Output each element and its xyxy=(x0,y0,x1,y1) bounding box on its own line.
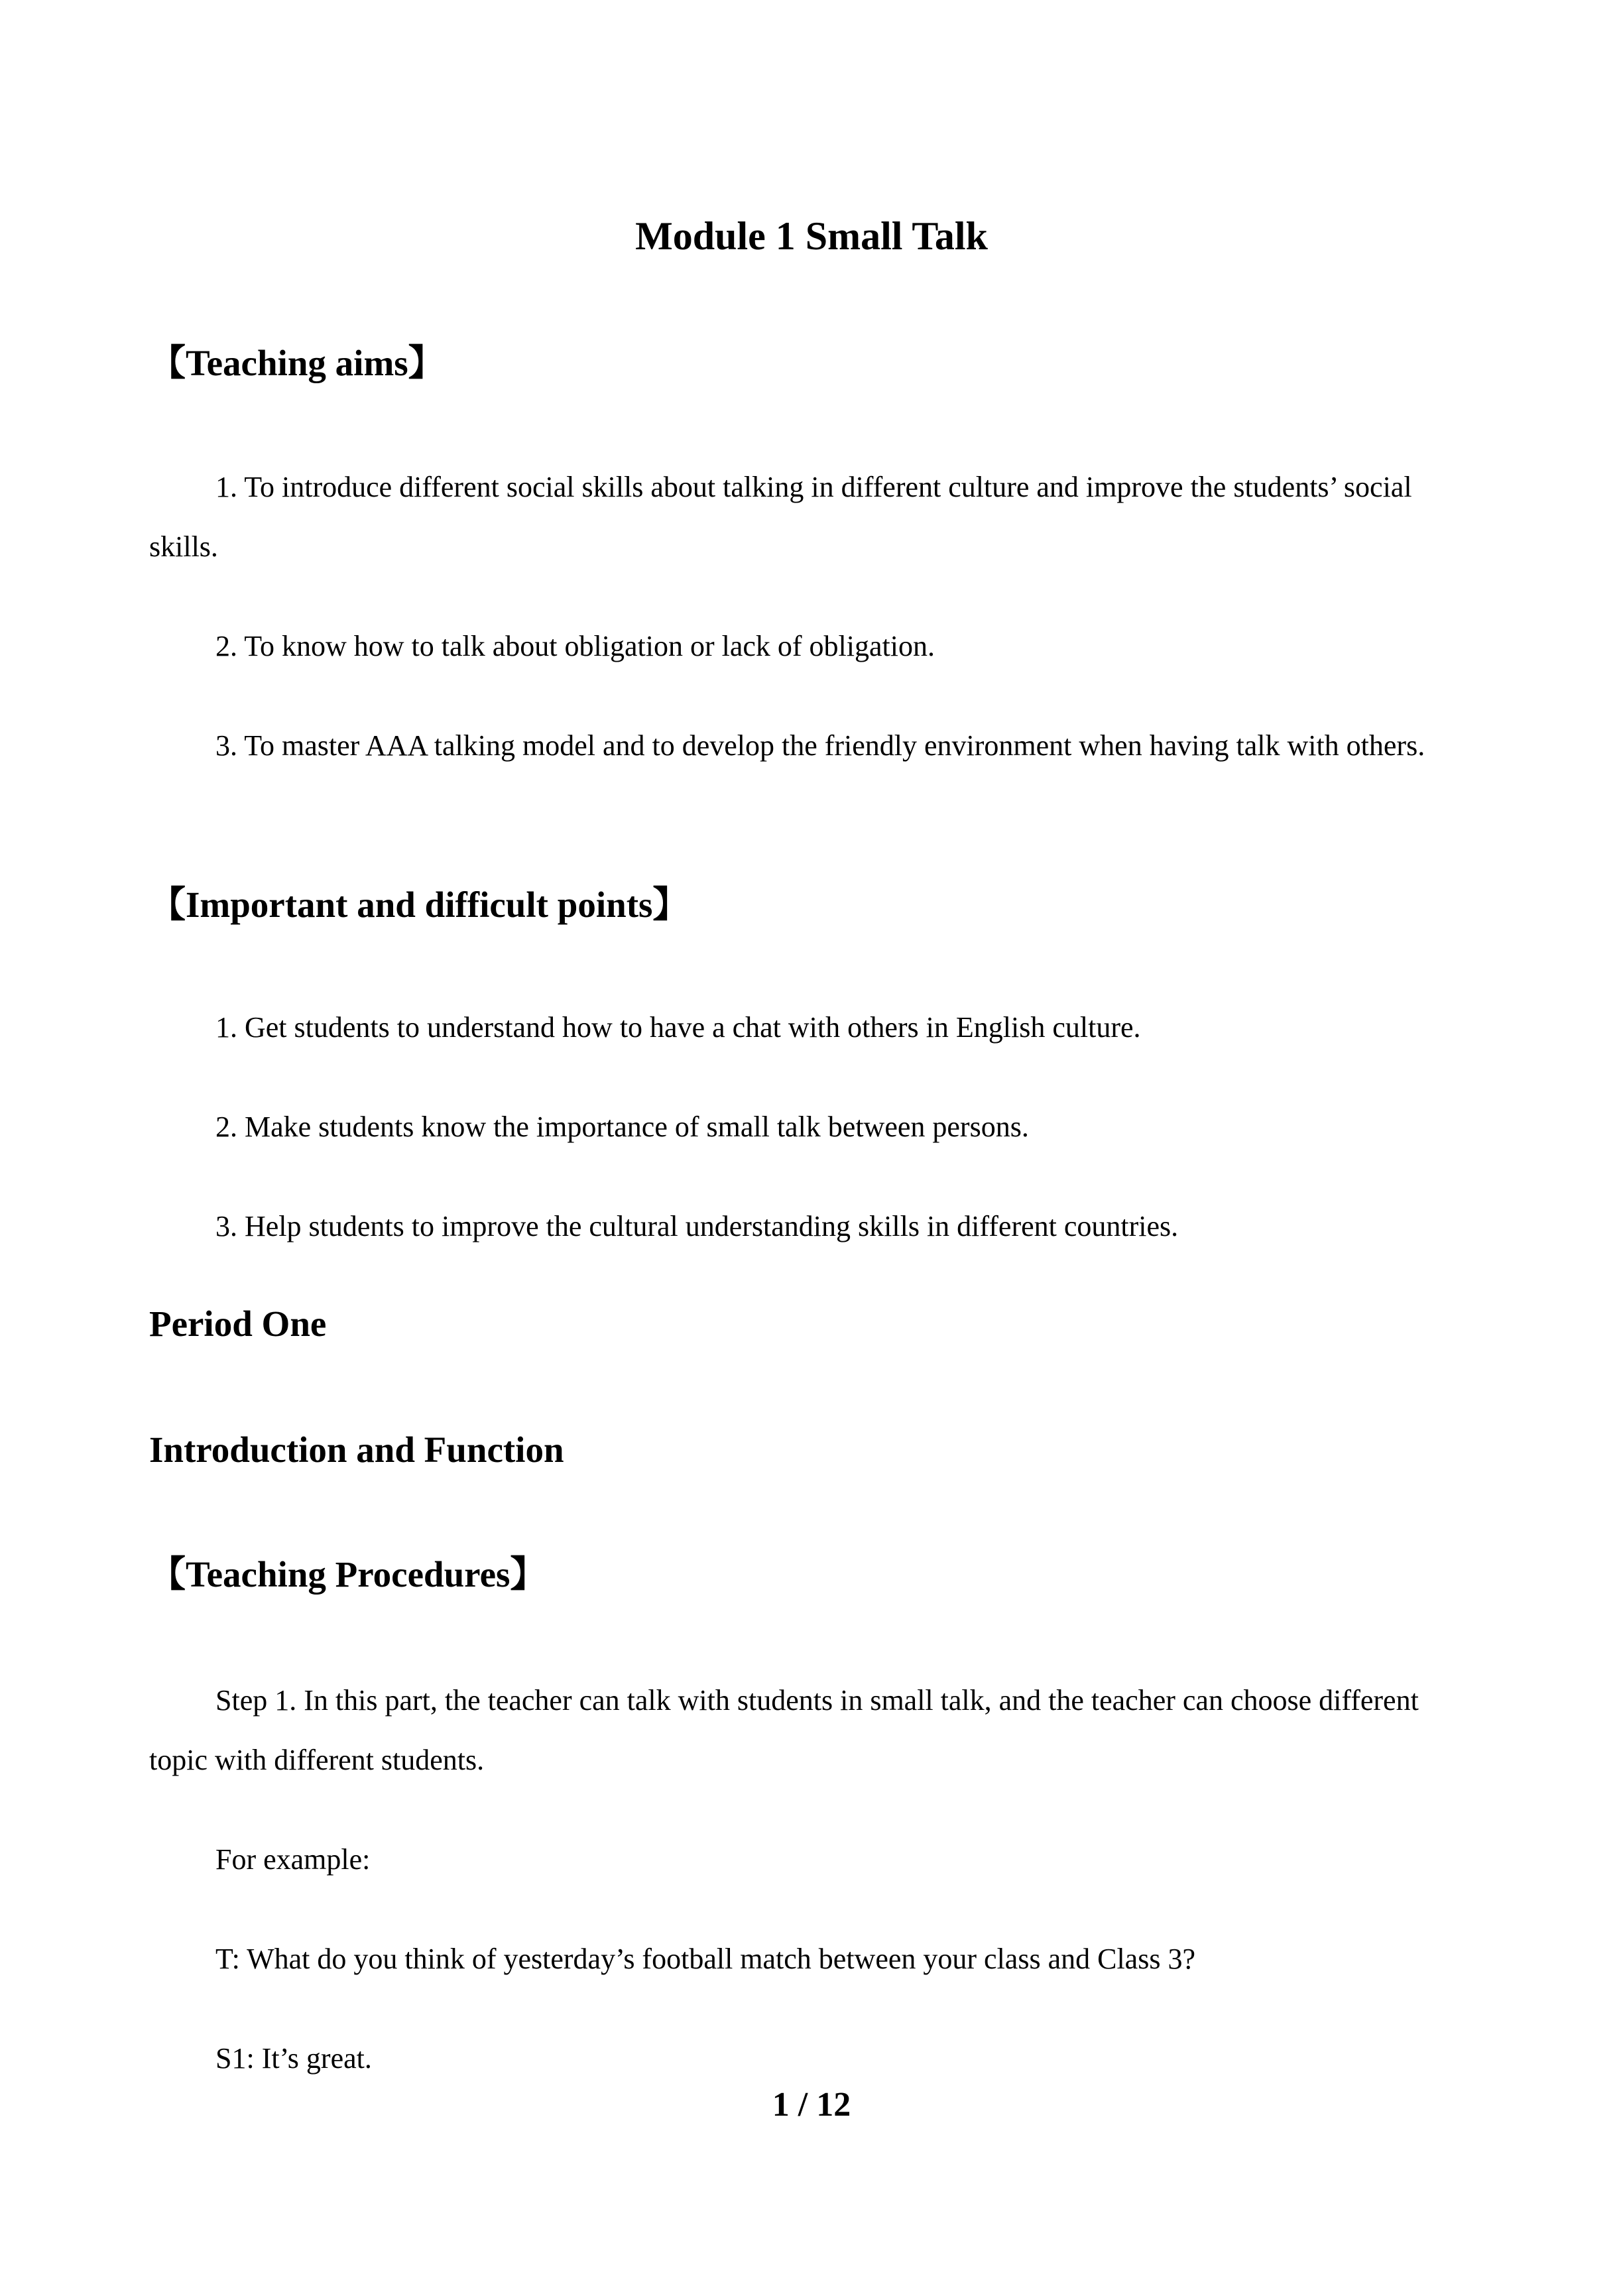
important-point-3: 3. Help students to improve the cultural understanding skills in different countries. xyxy=(215,1210,1179,1242)
teaching-aim-2: 2. To know how to talk about obligation or lack of obligation. xyxy=(215,630,935,662)
page-number: 1 / 12 xyxy=(772,2086,851,2124)
document-title: Module 1 Small Talk xyxy=(635,214,988,258)
subtitle-heading: Introduction and Function xyxy=(149,1429,564,1470)
teaching-aim-3: 3. To master AAA talking model and to develop the friendly environment when having talk with others. xyxy=(215,729,1425,762)
important-point-2: 2. Make students know the importance of small talk between persons. xyxy=(215,1111,1029,1143)
period-heading: Period One xyxy=(149,1303,327,1344)
important-point-1: 1. Get students to understand how to have a chat with others in English culture. xyxy=(215,1011,1141,1044)
teaching-aim-1: 1. To introduce different social skills about talking in different culture and improve the students’ social skills. xyxy=(149,471,1412,563)
dialogue-line-student: S1: It’s great. xyxy=(215,2042,372,2075)
step-1-paragraph: Step 1. In this part, the teacher can talk with students in small talk, and the teacher can choose different topic with different students. xyxy=(149,1684,1419,1776)
teaching-procedures-heading: 【Teaching Procedures】 xyxy=(149,1554,547,1595)
dialogue-line-teacher: T: What do you think of yesterday’s football match between your class and Class 3? xyxy=(215,1943,1195,1975)
teaching-aims-heading: 【Teaching aims】 xyxy=(149,343,445,383)
example-label: For example: xyxy=(215,1843,371,1876)
important-points-heading: 【Important and difficult points】 xyxy=(149,884,690,925)
